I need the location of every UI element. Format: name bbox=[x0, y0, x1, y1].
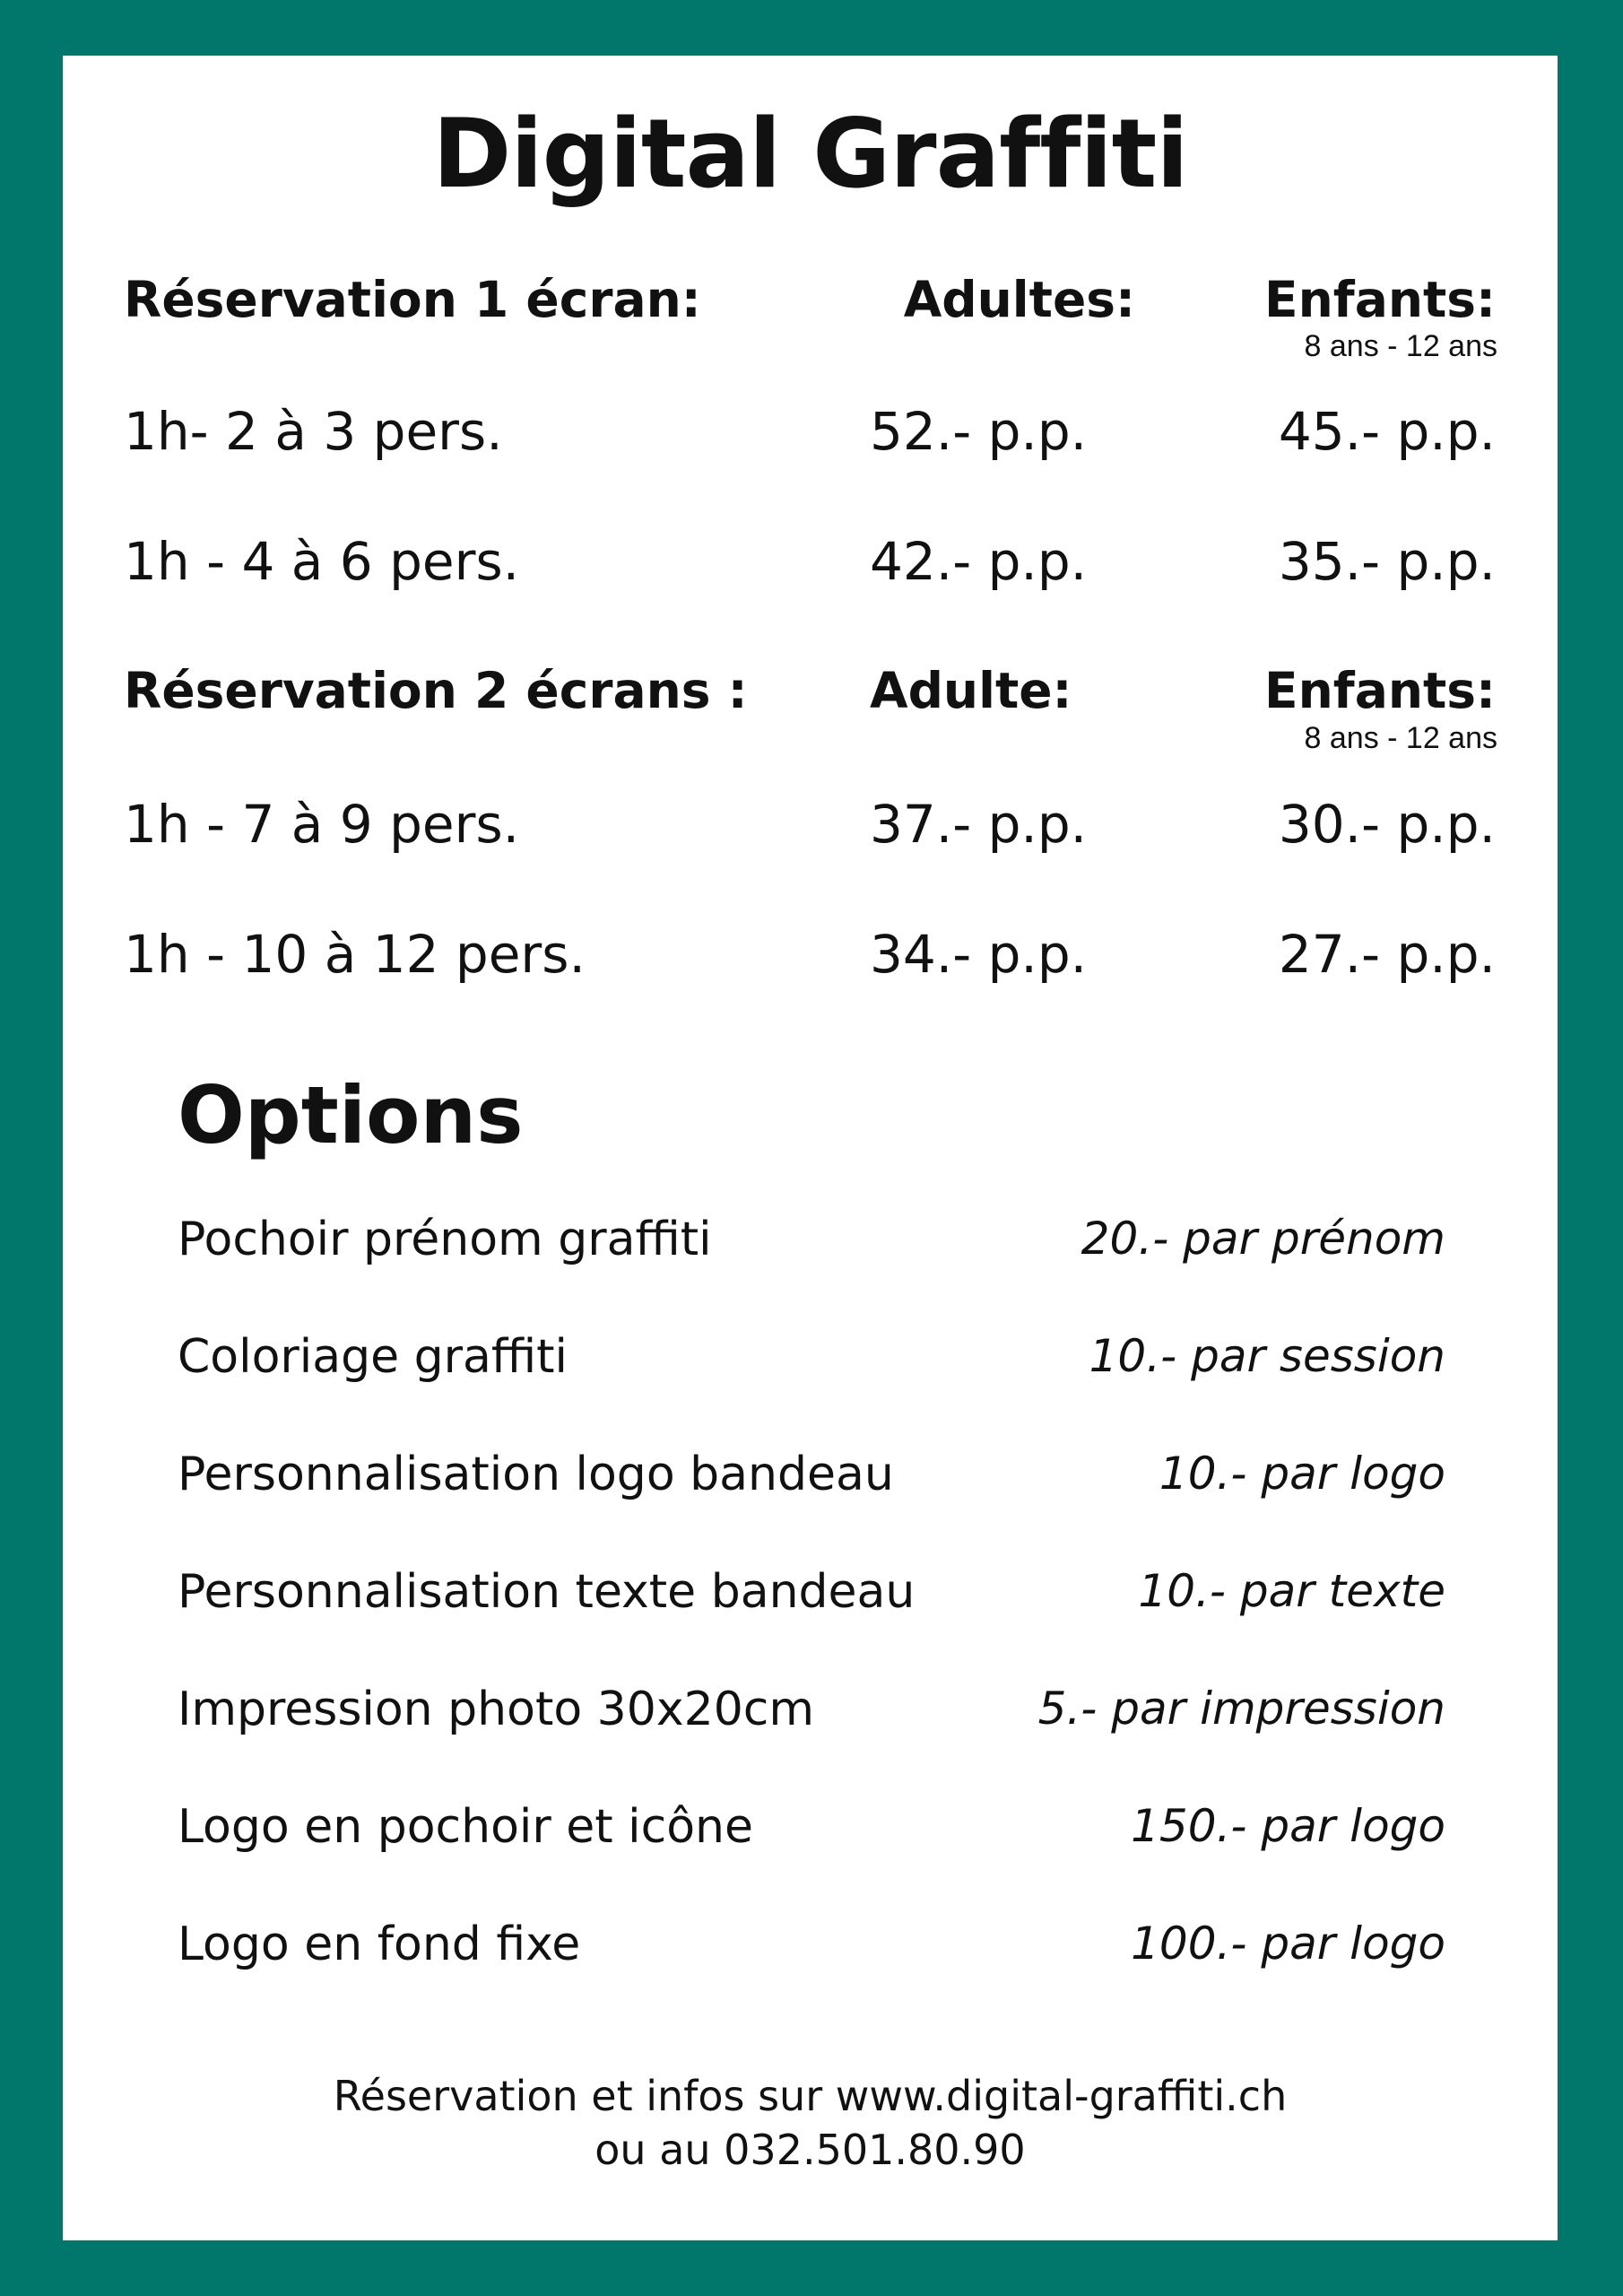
footer-contact-line: Réservation et infos sur www.digital-graffiti.ch bbox=[333, 2072, 1288, 2120]
option-price: 100.- par logo bbox=[1131, 1918, 1445, 1970]
section2-adults-header: Adulte: bbox=[870, 662, 1072, 719]
section2-children-header: Enfants: bbox=[1264, 662, 1496, 719]
option-label: Pochoir prénom graffiti bbox=[178, 1213, 712, 1266]
section2-heading: Réservation 2 écrans : bbox=[124, 662, 748, 719]
option-label: Logo en pochoir et icône bbox=[178, 1800, 753, 1854]
option-price: 150.- par logo bbox=[1131, 1800, 1445, 1852]
section1-row-adult-price: 52.- p.p. bbox=[870, 401, 1088, 462]
section1-row-adult-price: 42.- p.p. bbox=[870, 531, 1088, 592]
option-label: Impression photo 30x20cm bbox=[178, 1683, 815, 1736]
section2-row-adult-price: 34.- p.p. bbox=[870, 924, 1088, 985]
option-label: Personnalisation texte bandeau bbox=[178, 1565, 916, 1619]
section1-row-label: 1h - 4 à 6 pers. bbox=[124, 531, 520, 592]
option-price: 20.- par prénom bbox=[1081, 1213, 1445, 1265]
footer-phone-line: ou au 032.501.80.90 bbox=[595, 2126, 1026, 2174]
section2-row-child-price: 30.- p.p. bbox=[1278, 794, 1496, 855]
section1-adults-header: Adultes: bbox=[903, 271, 1135, 328]
section1-row-label: 1h- 2 à 3 pers. bbox=[124, 401, 503, 462]
option-price: 5.- par impression bbox=[1037, 1683, 1445, 1735]
option-label: Personnalisation logo bandeau bbox=[178, 1448, 894, 1501]
option-price: 10.- par logo bbox=[1159, 1448, 1445, 1500]
options-heading: Options bbox=[178, 1069, 524, 1161]
section2-row-label: 1h - 10 à 12 pers. bbox=[124, 924, 586, 985]
section1-heading: Réservation 1 écran: bbox=[124, 271, 701, 328]
page-title: Digital Graffiti bbox=[432, 99, 1188, 209]
section2-children-age: 8 ans - 12 ans bbox=[1304, 721, 1497, 755]
option-price: 10.- par texte bbox=[1138, 1565, 1445, 1617]
section2-row-adult-price: 37.- p.p. bbox=[870, 794, 1088, 855]
option-price: 10.- par session bbox=[1089, 1330, 1445, 1382]
section2-row-label: 1h - 7 à 9 pers. bbox=[124, 794, 520, 855]
section1-row-child-price: 35.- p.p. bbox=[1278, 531, 1496, 592]
section1-children-age: 8 ans - 12 ans bbox=[1304, 329, 1497, 363]
option-label: Logo en fond fixe bbox=[178, 1918, 581, 1971]
option-label: Coloriage graffiti bbox=[178, 1330, 568, 1384]
price-card bbox=[63, 56, 1558, 2240]
section1-row-child-price: 45.- p.p. bbox=[1278, 401, 1496, 462]
section2-row-child-price: 27.- p.p. bbox=[1278, 924, 1496, 985]
section1-children-header: Enfants: bbox=[1264, 271, 1496, 328]
